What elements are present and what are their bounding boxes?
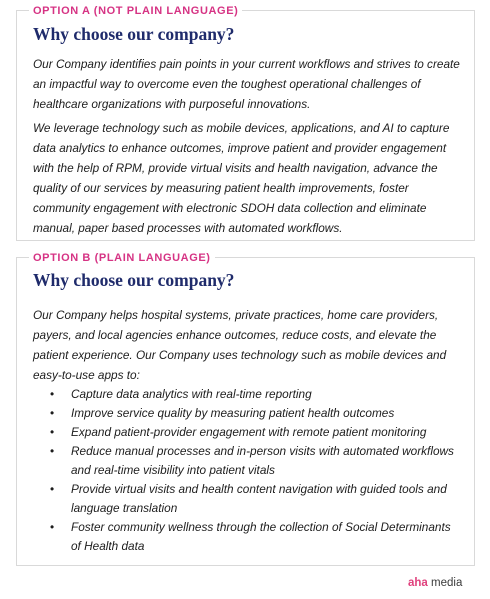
- option-a-paragraph-1: Our Company identifies pain points in your current workflows and strives to create an impactful way to overcome even the toughest operational challenges of healthcare organizations with purposeful innovations.: [33, 57, 460, 111]
- option-b-card: [16, 252, 475, 566]
- list-item: [33, 442, 463, 480]
- option-a-heading: Why choose our company?: [33, 24, 235, 44]
- bullet-icon: •: [50, 425, 55, 439]
- option-a-tag: OPTION A (NOT PLAIN LANGUAGE): [29, 4, 242, 18]
- list-item-text: Improve service quality by measuring patient health outcomes: [71, 406, 395, 420]
- option-b-paragraph-1: Our Company helps hospital systems, private practices, home care providers, payers, and local agencies enhance outcomes, reduce costs, and elevate the patient experience. Our Company uses technology such as mobile devices and easy-to-use apps to:: [33, 308, 447, 382]
- list-item: [33, 404, 463, 423]
- bullet-icon: •: [50, 520, 55, 534]
- list-item: [33, 385, 463, 404]
- list-item-text: Reduce manual processes and in-person visits with automated workflows and real-time visibility into patient vitals: [71, 444, 454, 477]
- bullet-icon: •: [50, 482, 55, 496]
- list-item-text: Expand patient-provider engagement with remote patient monitoring: [71, 425, 427, 439]
- list-item-text: Provide virtual visits and health content navigation with guided tools and language translation: [71, 482, 447, 515]
- aha-media-logo: [408, 576, 462, 590]
- list-item-text: Capture data analytics with real-time reporting: [71, 387, 312, 401]
- list-item: [33, 518, 463, 556]
- option-b-heading: Why choose our company?: [33, 270, 235, 290]
- list-item-text: Foster community wellness through the collection of Social Determinants of Health data: [71, 520, 451, 553]
- bullet-icon: •: [50, 387, 55, 401]
- logo-word-aha: aha: [408, 577, 428, 589]
- list-item: [33, 480, 463, 518]
- bullet-icon: •: [50, 444, 55, 458]
- option-a-paragraph-2: We leverage technology such as mobile devices, applications, and AI to capture data analytics to enhance outcomes, improve patient and provider engagement with the help of RPM, provide virtual visits and health navigation, advance the quality of our services by measuring patient health improvements, foster community engagement with electronic SDOH data collection and eliminate manual, paper based processes with automated workflows.: [33, 121, 450, 235]
- logo-word-media: media: [431, 577, 463, 589]
- option-a-card: [16, 5, 475, 241]
- list-item: [33, 423, 463, 442]
- bullet-icon: •: [50, 406, 55, 420]
- option-b-tag: OPTION B (PLAIN LANGUAGE): [29, 251, 215, 265]
- option-b-bullet-list: [33, 385, 463, 556]
